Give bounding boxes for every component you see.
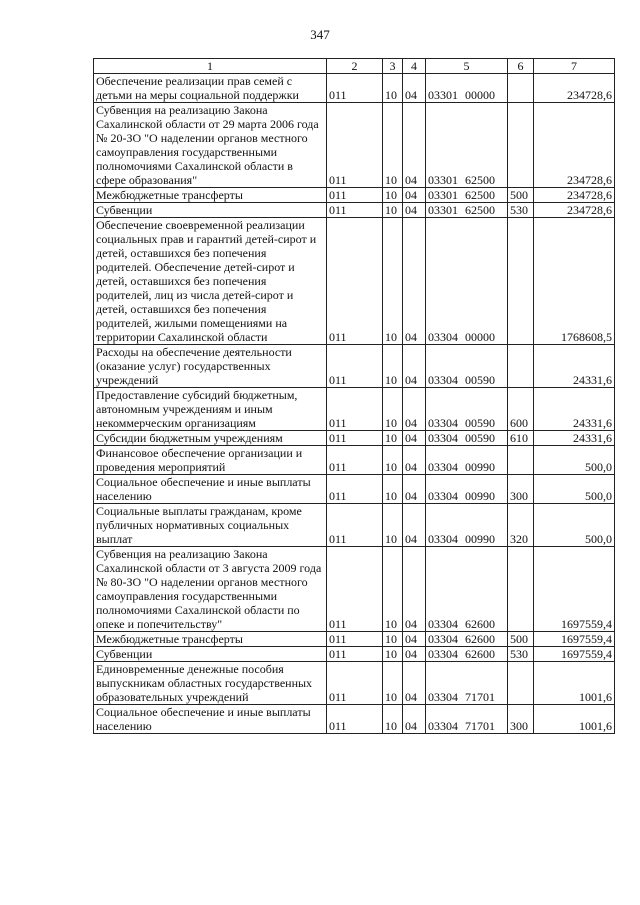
row-subsection-cell: 04 [403,345,426,388]
row-amount-cell: 1697559,4 [534,647,615,662]
row-subsection-cell: 04 [403,388,426,431]
row-expense-type-cell [508,103,534,188]
row-admin-code-cell: 011 [327,103,383,188]
row-amount-cell: 1768608,5 [534,218,615,345]
row-expense-type-cell [508,547,534,632]
table-row [94,475,615,504]
table-row [94,188,615,203]
page-number: 347 [310,27,330,42]
row-admin-code-cell: 011 [327,431,383,446]
row-expense-type-cell: 610 [508,431,534,446]
row-target-item-cell: 03301 62500 [426,203,508,218]
row-section-cell: 10 [383,662,403,705]
row-admin-code-cell: 011 [327,345,383,388]
row-name-cell: Субсидии бюджетным учреждениям [94,431,327,446]
table-row [94,662,615,705]
row-name-cell: Единовременные денежные пособия выпускникам областных государственных образовательных учреждений [94,662,327,705]
row-target-item-cell: 03304 71701 [426,662,508,705]
table-row [94,203,615,218]
row-section-cell: 10 [383,504,403,547]
row-section-cell: 10 [383,632,403,647]
row-subsection-cell: 04 [403,504,426,547]
row-target-item-cell: 03301 62500 [426,103,508,188]
row-amount-cell: 234728,6 [534,188,615,203]
row-amount-cell: 24331,6 [534,388,615,431]
row-amount-cell: 234728,6 [534,203,615,218]
row-section-cell: 10 [383,345,403,388]
row-expense-type-cell [508,662,534,705]
row-admin-code-cell: 011 [327,218,383,345]
row-target-item-cell: 03304 00590 [426,388,508,431]
row-name-cell: Обеспечение своевременной реализации социальных прав и гарантий детей-сирот и детей, оставшихся без попечения родителей. Обеспечение детей-сирот и детей, оставшихся без попечения родителей, лиц из числа детей-сирот и детей, оставшихся без попечения родителей, жилыми помещениями на территории Сахалинской области [94,218,327,345]
table-row [94,632,615,647]
row-name-cell: Субвенции [94,203,327,218]
row-amount-cell: 1697559,4 [534,632,615,647]
table-row [94,388,615,431]
row-expense-type-cell [508,74,534,103]
table-row [94,647,615,662]
row-admin-code-cell: 011 [327,705,383,734]
row-subsection-cell: 04 [403,705,426,734]
row-expense-type-cell [508,345,534,388]
row-amount-cell: 234728,6 [534,103,615,188]
row-amount-cell: 24331,6 [534,431,615,446]
row-target-item-cell: 03304 00000 [426,218,508,345]
row-name-cell: Социальное обеспечение и иные выплаты населению [94,475,327,504]
row-admin-code-cell: 011 [327,388,383,431]
row-name-cell: Межбюджетные трансферты [94,632,327,647]
row-expense-type-cell: 300 [508,475,534,504]
row-admin-code-cell: 011 [327,74,383,103]
row-section-cell: 10 [383,446,403,475]
header-cell-1: 1 [94,59,327,74]
row-section-cell: 10 [383,431,403,446]
row-admin-code-cell: 011 [327,662,383,705]
table-row [94,431,615,446]
row-section-cell: 10 [383,218,403,345]
header-cell-2: 2 [327,59,383,74]
row-expense-type-cell: 500 [508,632,534,647]
row-admin-code-cell: 011 [327,547,383,632]
row-subsection-cell: 04 [403,446,426,475]
row-section-cell: 10 [383,647,403,662]
row-subsection-cell: 04 [403,547,426,632]
row-target-item-cell: 03304 00990 [426,446,508,475]
row-subsection-cell: 04 [403,632,426,647]
table-row [94,103,615,188]
row-target-item-cell: 03301 62500 [426,188,508,203]
row-expense-type-cell [508,446,534,475]
row-expense-type-cell: 500 [508,188,534,203]
row-target-item-cell: 03304 00990 [426,504,508,547]
table-row [94,446,615,475]
table-body [94,74,615,734]
table-row [94,504,615,547]
row-name-cell: Субвенции [94,647,327,662]
row-subsection-cell: 04 [403,203,426,218]
row-target-item-cell: 03304 00990 [426,475,508,504]
row-admin-code-cell: 011 [327,203,383,218]
row-section-cell: 10 [383,388,403,431]
row-expense-type-cell [508,218,534,345]
row-name-cell: Финансовое обеспечение организации и проведения мероприятий [94,446,327,475]
row-subsection-cell: 04 [403,431,426,446]
row-expense-type-cell: 600 [508,388,534,431]
row-amount-cell: 1001,6 [534,705,615,734]
header-cell-7: 7 [534,59,615,74]
table-row [94,705,615,734]
header-row [94,59,615,74]
row-name-cell: Обеспечение реализации прав семей с детьми на меры социальной поддержки [94,74,327,103]
row-admin-code-cell: 011 [327,504,383,547]
row-section-cell: 10 [383,103,403,188]
row-admin-code-cell: 011 [327,446,383,475]
row-subsection-cell: 04 [403,647,426,662]
header-cell-3: 3 [383,59,403,74]
row-amount-cell: 1697559,4 [534,547,615,632]
table-row [94,218,615,345]
row-name-cell: Расходы на обеспечение деятельности (оказание услуг) государственных учреждений [94,345,327,388]
row-subsection-cell: 04 [403,662,426,705]
row-name-cell: Предоставление субсидий бюджетным, автономным учреждениям и иным некоммерческим организациям [94,388,327,431]
row-expense-type-cell: 530 [508,647,534,662]
row-admin-code-cell: 011 [327,647,383,662]
row-section-cell: 10 [383,547,403,632]
row-subsection-cell: 04 [403,188,426,203]
row-target-item-cell: 03304 62600 [426,547,508,632]
table-row [94,74,615,103]
row-name-cell: Субвенция на реализацию Закона Сахалинской области от 3 августа 2009 года № 80-ЗО "О наделении органов местного самоуправления государственными полномочиями Сахалинской области по опеке и попечительству" [94,547,327,632]
row-expense-type-cell: 320 [508,504,534,547]
table-row [94,547,615,632]
header-cell-4: 4 [403,59,426,74]
row-admin-code-cell: 011 [327,475,383,504]
row-target-item-cell: 03304 00590 [426,431,508,446]
row-admin-code-cell: 011 [327,188,383,203]
row-admin-code-cell: 011 [327,632,383,647]
row-subsection-cell: 04 [403,218,426,345]
budget-table [93,58,615,734]
row-subsection-cell: 04 [403,475,426,504]
table-row [94,345,615,388]
row-target-item-cell: 03304 62600 [426,632,508,647]
row-amount-cell: 1001,6 [534,662,615,705]
row-name-cell: Субвенция на реализацию Закона Сахалинской области от 29 марта 2006 года № 20-ЗО "О наделении органов местного самоуправления государственными полномочиями Сахалинской области в сфере образования" [94,103,327,188]
row-target-item-cell: 03304 71701 [426,705,508,734]
row-amount-cell: 24331,6 [534,345,615,388]
row-amount-cell: 500,0 [534,475,615,504]
row-expense-type-cell: 530 [508,203,534,218]
header-cell-6: 6 [508,59,534,74]
row-amount-cell: 234728,6 [534,74,615,103]
row-target-item-cell: 03304 62600 [426,647,508,662]
row-name-cell: Социальные выплаты гражданам, кроме публичных нормативных социальных выплат [94,504,327,547]
row-target-item-cell: 03301 00000 [426,74,508,103]
row-section-cell: 10 [383,188,403,203]
row-expense-type-cell: 300 [508,705,534,734]
row-amount-cell: 500,0 [534,446,615,475]
row-section-cell: 10 [383,74,403,103]
row-subsection-cell: 04 [403,74,426,103]
row-name-cell: Социальное обеспечение и иные выплаты населению [94,705,327,734]
row-name-cell: Межбюджетные трансферты [94,188,327,203]
row-amount-cell: 500,0 [534,504,615,547]
row-section-cell: 10 [383,705,403,734]
row-section-cell: 10 [383,203,403,218]
row-section-cell: 10 [383,475,403,504]
row-subsection-cell: 04 [403,103,426,188]
row-target-item-cell: 03304 00590 [426,345,508,388]
header-cell-5: 5 [426,59,508,74]
